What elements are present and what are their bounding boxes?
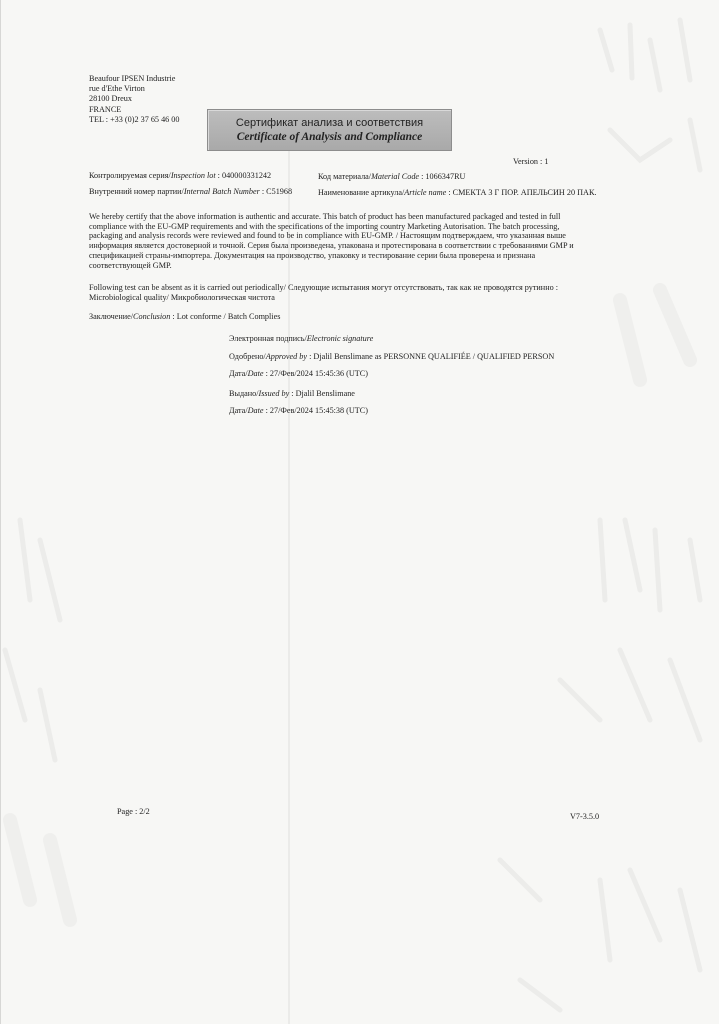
date-label-ru: Дата/ (229, 369, 248, 378)
company-phone: TEL : +33 (0)2 37 65 46 00 (89, 114, 180, 124)
material-code-field (318, 172, 465, 182)
approved-by-value: : Djalil Benslimane as PERSONNE QUALIFIÉE / QUALIFIED PERSON (307, 352, 555, 361)
inspection-lot-label-ru: Контролируемая серия/ (89, 171, 171, 180)
company-country: FRANCE (89, 104, 122, 114)
company-name: Beaufour IPSEN Industrie (89, 74, 176, 83)
e-sig-label-ru: Электронная подпись/ (229, 334, 307, 343)
page-number: Page : 2/2 (117, 807, 150, 816)
certificate-title-banner (207, 109, 452, 151)
issued-date-value: : 27/Фев/2024 15:45:38 (UTC) (263, 406, 368, 415)
title-russian: Сертификат анализа и соответствия (235, 117, 424, 129)
date-label-ru: Дата/ (229, 406, 248, 415)
date-label-en: Date (247, 369, 264, 378)
version-label: Version : 1 (513, 157, 549, 166)
material-code-label-ru: Код материала/ (318, 172, 372, 181)
inspection-lot-field (89, 171, 271, 181)
issued-by-value: : Djalil Benslimane (289, 389, 355, 398)
article-label-ru: Наименование артикула/ (318, 188, 405, 197)
article-name-field (318, 188, 596, 198)
company-city: 28100 Dreux (89, 94, 132, 104)
periodic-test-note (89, 283, 558, 303)
batch-label-ru: Внутренний номер партии/ (89, 187, 184, 196)
date-label-en: Date (247, 406, 264, 415)
certification-line: packaging and analysis records were reviewed and found to be in compliance with EU-GMP. / Настоящим подтверждаем, что указанная выше (89, 231, 566, 241)
approved-label-en: Approved by (265, 352, 308, 361)
certification-line: We hereby certify that the above information is authentic and accurate. This batch of product has been manufactured packaged and tested in full (89, 212, 561, 221)
conclusion-label-en: Conclusion (133, 312, 171, 321)
issued-label-ru: Выдано/ (229, 389, 259, 398)
certification-line: информация является достоверной и точной. Серия была произведена, упакована и протестирована в соответствии с требованиями GMP и (89, 241, 574, 251)
company-address (89, 74, 180, 125)
conclusion-field (89, 312, 280, 322)
batch-number-field (89, 187, 292, 197)
issued-date-field (229, 406, 368, 416)
title-english: Certificate of Analysis and Compliance (236, 131, 423, 143)
test-note-line: Microbiological quality/ Микробиологическая чистота (89, 292, 275, 302)
article-label-en: Article name (404, 188, 447, 197)
company-street: rue d'Ethe Virton (89, 84, 145, 94)
article-value: : СМЕКТА 3 Г ПОР. АПЕЛЬСИН 20 ПАК. (446, 188, 597, 197)
template-version-code: V7-3.5.0 (570, 812, 600, 821)
approved-date-value: : 27/Фев/2024 15:45:36 (UTC) (263, 369, 368, 378)
certification-line: compliance with the EU-GMP requirements and with the specifications of the importing country Marketing Autorisation. The batch processing, (89, 221, 560, 231)
material-code-value: : 1066347RU (419, 172, 466, 181)
issued-by-field (229, 389, 355, 399)
issued-label-en: Issued by (258, 389, 290, 398)
e-sig-label-en: Electronic signature (306, 334, 374, 343)
inspection-lot-label-en: Inspection lot (170, 171, 216, 180)
inspection-lot-value: : 040000331242 (215, 171, 272, 180)
electronic-signature-heading (229, 334, 373, 344)
certification-line: спецификацией страны-импортера. Документация на производство, упаковку и тестирование серии была проверена и признана (89, 250, 536, 260)
conclusion-label-ru: Заключение/ (89, 312, 134, 321)
approved-label-ru: Одобрено/ (229, 352, 266, 361)
conclusion-value: : Lot conforme / Batch Complies (170, 312, 281, 321)
material-code-label-en: Material Code (371, 172, 420, 181)
approved-by-field (229, 352, 554, 362)
certification-statement (89, 212, 589, 270)
approved-date-field (229, 369, 368, 379)
batch-label-en: Internal Batch Number (183, 187, 260, 196)
test-note-line: Following test can be absent as it is carried out periodically/ Следующие испытания могут отсутствовать, так как не проводятся рутинно : (89, 283, 558, 292)
certification-line: соответствующей GMP. (89, 260, 172, 270)
batch-value: : C51968 (259, 187, 293, 196)
